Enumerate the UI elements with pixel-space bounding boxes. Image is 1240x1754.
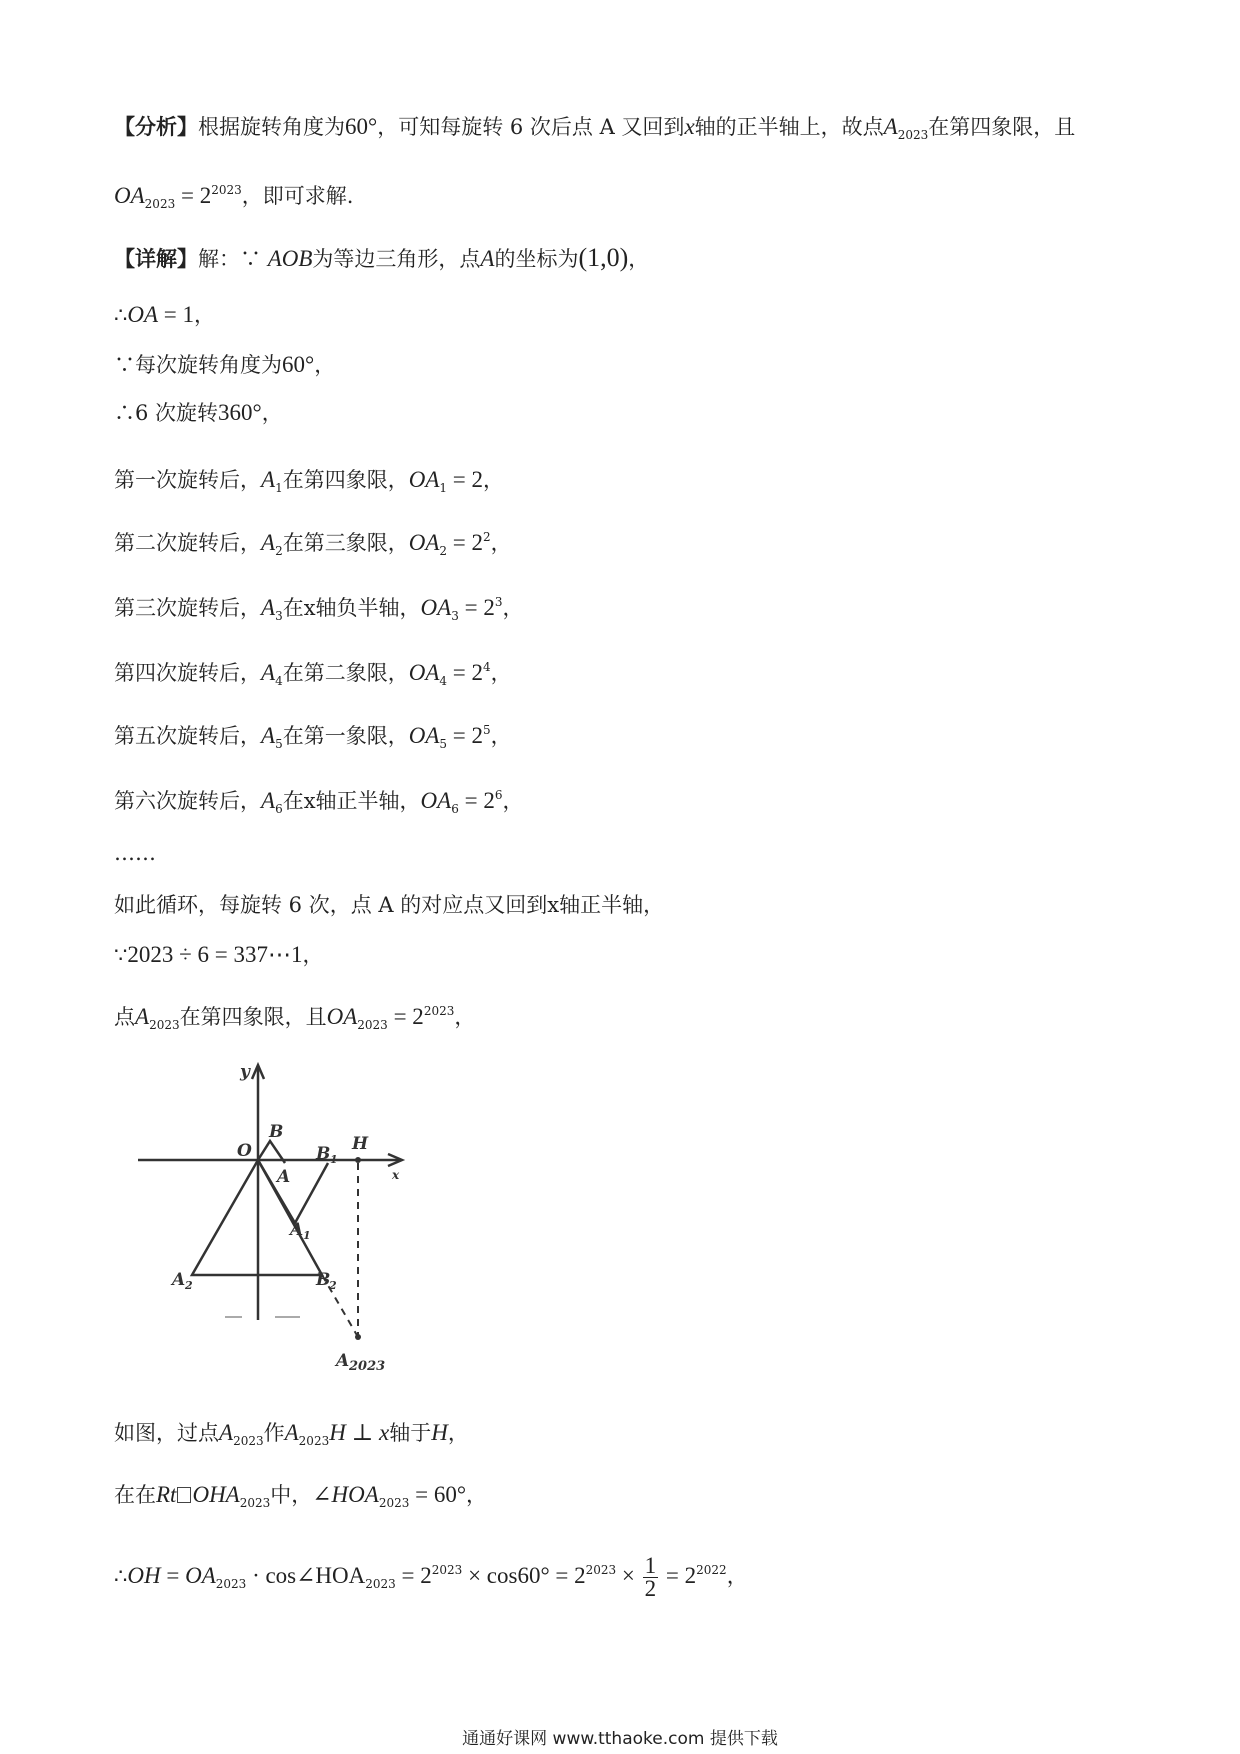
perpendicular-line: 如图，过点$A_{2023}$作$A_{2023}H$ ⊥ x轴于H，	[114, 1420, 469, 1448]
ellipsis: ……	[114, 841, 156, 865]
triangle-oa1b1	[258, 1160, 328, 1223]
svg-text:2: 2	[185, 1279, 193, 1292]
rotation-line-4: 第四次旋转后，$A_4$在第二象限，$OA_4 = 2^4$，	[114, 660, 512, 688]
label-a2: A	[172, 1270, 186, 1290]
rotation-line-1: 第一次旋转后，$A_1$在第四象限，$OA_1 = 2$，	[114, 467, 504, 495]
rotation-line-3: 第三次旋转后，$A_3$在x轴负半轴，$OA_3 = 2^3$，	[114, 595, 524, 623]
label-h: H	[352, 1134, 369, 1154]
analysis-tag: 【分析】	[114, 114, 198, 139]
rotation-line-5: 第五次旋转后，$A_5$在第一象限，$OA_5 = 2^5$，	[114, 723, 512, 751]
label-a: A	[277, 1167, 291, 1187]
rotation-line-2: 第二次旋转后，$A_2$在第三象限，$OA_2 = 2^2$，	[114, 530, 512, 558]
label-o: O	[237, 1141, 252, 1161]
detail-line: 【详解】解：∵ AOB为等边三角形，点A的坐标为(1,0)，	[114, 243, 650, 272]
svg-text:1: 1	[330, 1153, 338, 1166]
page-footer: 通通好课网 www.tthaoke.com 提供下载	[462, 1729, 778, 1749]
division-line: ∵2023 ÷ 6 = 337⋯1，	[114, 942, 324, 967]
point-a2023	[355, 1334, 361, 1340]
conclusion-line: 点$A_{2023}$在第四象限，且$OA_{2023} = 2^{2023}$，	[114, 1004, 476, 1032]
analysis-line-1: 【分析】根据旋转角度为60°，可知每旋转 6 次后点 A 又回到x轴的正半轴上，故点$A_{2023}$在第四象限，且	[114, 114, 1076, 142]
fraction-one-half: $\frac{1}{2}$	[644, 1553, 657, 1601]
point-h	[355, 1157, 361, 1163]
analysis-line-2: $OA_{2023} = 2^{2023}$，即可求解.	[114, 183, 354, 211]
label-x: x	[392, 1168, 400, 1182]
final-equation: ∴OH = $OA_{2023}$ · $\cos\angle HOA_{2023} = 2^{2023} \times \cos 60^\circ = 2^{2023}$ × $\frac{1}{2}$ = $2^{2022}$，	[114, 1553, 748, 1601]
svg-text:2023: 2023	[349, 1359, 386, 1374]
cycle-line: 如此循环，每旋转 6 次，点 A 的对应点又回到x轴正半轴，	[114, 893, 665, 917]
rotation-diagram	[130, 1055, 430, 1385]
rotation-line-6: 第六次旋转后，$A_6$在x轴正半轴，$OA_6 = 2^6$，	[114, 788, 524, 816]
label-y: y	[240, 1062, 250, 1082]
svg-text:1: 1	[303, 1229, 311, 1242]
detail-tag: 【详解】	[114, 246, 198, 271]
step-oa-equals-1: ∴OA = 1，	[114, 302, 216, 327]
right-triangle-line: 在在Rt $OHA_{2023}$中，$\angle HOA_{2023} = 60^\circ$，	[114, 1482, 488, 1510]
svg-text:2: 2	[329, 1279, 337, 1292]
label-a1: A	[290, 1220, 304, 1240]
label-b1: B	[316, 1144, 331, 1164]
label-b2: B	[316, 1270, 331, 1290]
step-six-rotations: ∴6 次旋转360°，	[114, 400, 283, 425]
label-b: B	[269, 1122, 284, 1142]
label-a2023: A	[336, 1351, 350, 1371]
step-rotation-angle: ∵每次旋转角度为60°，	[114, 352, 336, 377]
triangle-symbol	[177, 1487, 191, 1503]
